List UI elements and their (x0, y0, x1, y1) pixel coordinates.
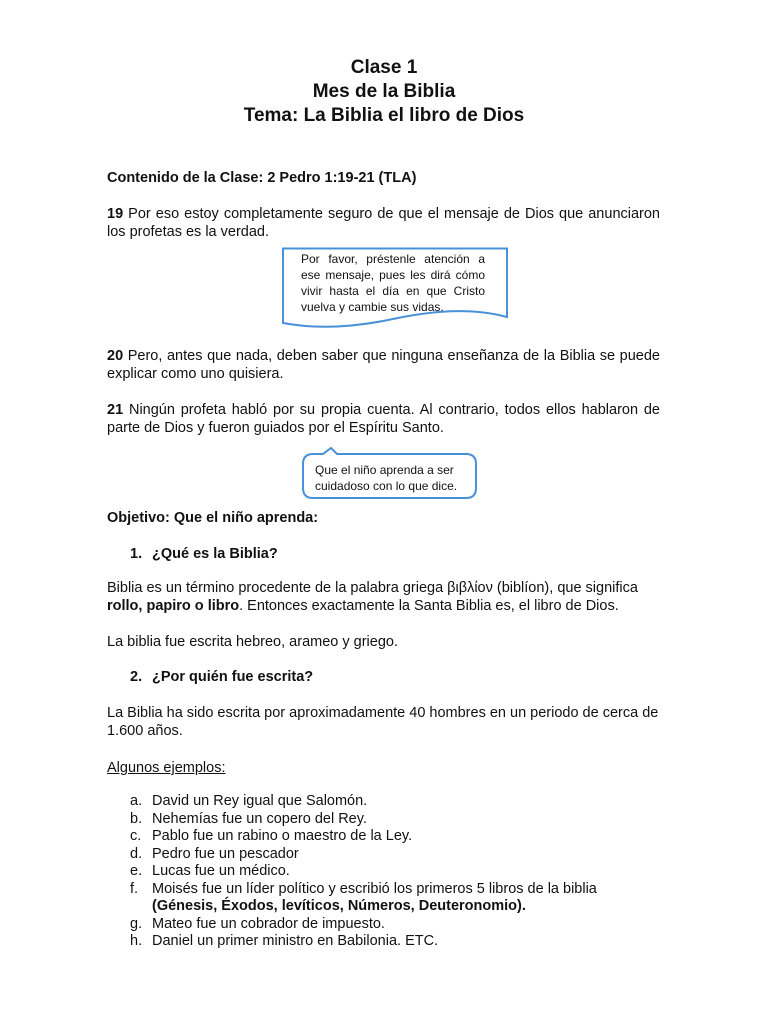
definition-text: Biblia es un término procedente de la palabra griega βιβλίον (biblíon), que significa (107, 580, 638, 596)
list-item (130, 881, 690, 916)
list-marker: d. (130, 845, 143, 862)
list-text: Pedro fue un pescador (152, 845, 299, 862)
list-text (152, 881, 690, 916)
authors-paragraph: La Biblia ha sido escrita por aproximadamente 40 hombres en un periodo de cerca de 1.600 años. (107, 705, 659, 739)
list-item (130, 863, 690, 881)
verse-21 (107, 401, 660, 437)
examples-label: Algunos ejemplos: (107, 760, 226, 776)
list-marker: f. (130, 880, 139, 897)
verse-19 (107, 205, 660, 241)
list-marker: c. (130, 828, 142, 844)
class-content-heading: Contenido de la Clase: 2 Pedro 1:19-21 (TLA) (107, 170, 417, 186)
list-item (130, 811, 690, 829)
list-text: Daniel un primer ministro en Babilonia. ETC. (152, 933, 439, 949)
question-1 (130, 545, 278, 563)
verse-20 (107, 347, 660, 383)
definition-text-end: . Entonces exactamente la Santa Biblia es, el libro de Dios. (239, 598, 619, 614)
list-marker: a. (130, 793, 143, 809)
bible-definition (107, 579, 660, 615)
list-item (130, 793, 690, 811)
verse-text: Por eso estoy completamente seguro de que el mensaje de Dios que anunciaron los profetas es la verdad. (107, 206, 660, 240)
list-marker: h. (130, 933, 143, 949)
languages-paragraph: La biblia fue escrita hebreo, arameo y griego. (107, 634, 398, 650)
topic-title: Tema: La Biblia el libro de Dios (243, 105, 525, 126)
list-text: Nehemías fue un copero del Rey. (152, 810, 367, 827)
list-text: Lucas fue un médico. (152, 863, 290, 879)
verse-text: Pero, antes que nada, deben saber que ninguna enseñanza de la Biblia se puede explicar como uno quisiera. (107, 348, 660, 382)
verse-number: 20 (107, 348, 124, 364)
list-marker: e. (130, 863, 143, 879)
verse-number: 19 (107, 206, 124, 222)
list-item (130, 828, 690, 846)
class-number-title: Clase 1 (350, 57, 418, 78)
list-item (130, 933, 690, 951)
list-text-bold: (Génesis, Éxodos, levíticos, Números, Deuteronomio). (152, 898, 526, 914)
callout-text: Por favor, préstenle atención a ese mensaje, pues les dirá cómo vivir hasta el día en que Cristo vuelva y cambie sus vidas. (301, 252, 485, 314)
question-text: ¿Qué es la Biblia? (152, 546, 278, 562)
speech-bubble-callout (301, 447, 478, 499)
question-number: 2. (130, 669, 143, 685)
month-title: Mes de la Biblia (312, 81, 456, 102)
verse-text: Ningún profeta habló por su propia cuenta. Al contrario, todos ellos hablaron de parte de Dios y fueron guiados por el Espíritu Santo. (107, 402, 660, 436)
list-text: Pablo fue un rabino o maestro de la Ley. (152, 828, 413, 844)
list-marker: g. (130, 915, 143, 932)
question-text: ¿Por quién fue escrita? (152, 669, 314, 685)
list-text: David un Rey igual que Salomón. (152, 793, 368, 809)
examples-list (130, 793, 690, 951)
list-item (130, 846, 690, 864)
question-2 (130, 668, 313, 686)
list-text-main: Moisés fue un líder político y escribió los primeros 5 libros de la biblia (152, 880, 597, 897)
definition-bold: rollo, papiro o libro (107, 598, 240, 614)
verse-19-callout (281, 247, 509, 329)
list-marker: b. (130, 810, 143, 827)
objective-heading: Objetivo: Que el niño aprenda: (107, 510, 319, 526)
question-number: 1. (130, 546, 143, 562)
callout-text: Que el niño aprenda a ser cuidadoso con lo que dice. (315, 463, 458, 493)
verse-number: 21 (107, 402, 124, 418)
list-item (130, 916, 690, 934)
list-text: Mateo fue un cobrador de impuesto. (152, 915, 385, 932)
